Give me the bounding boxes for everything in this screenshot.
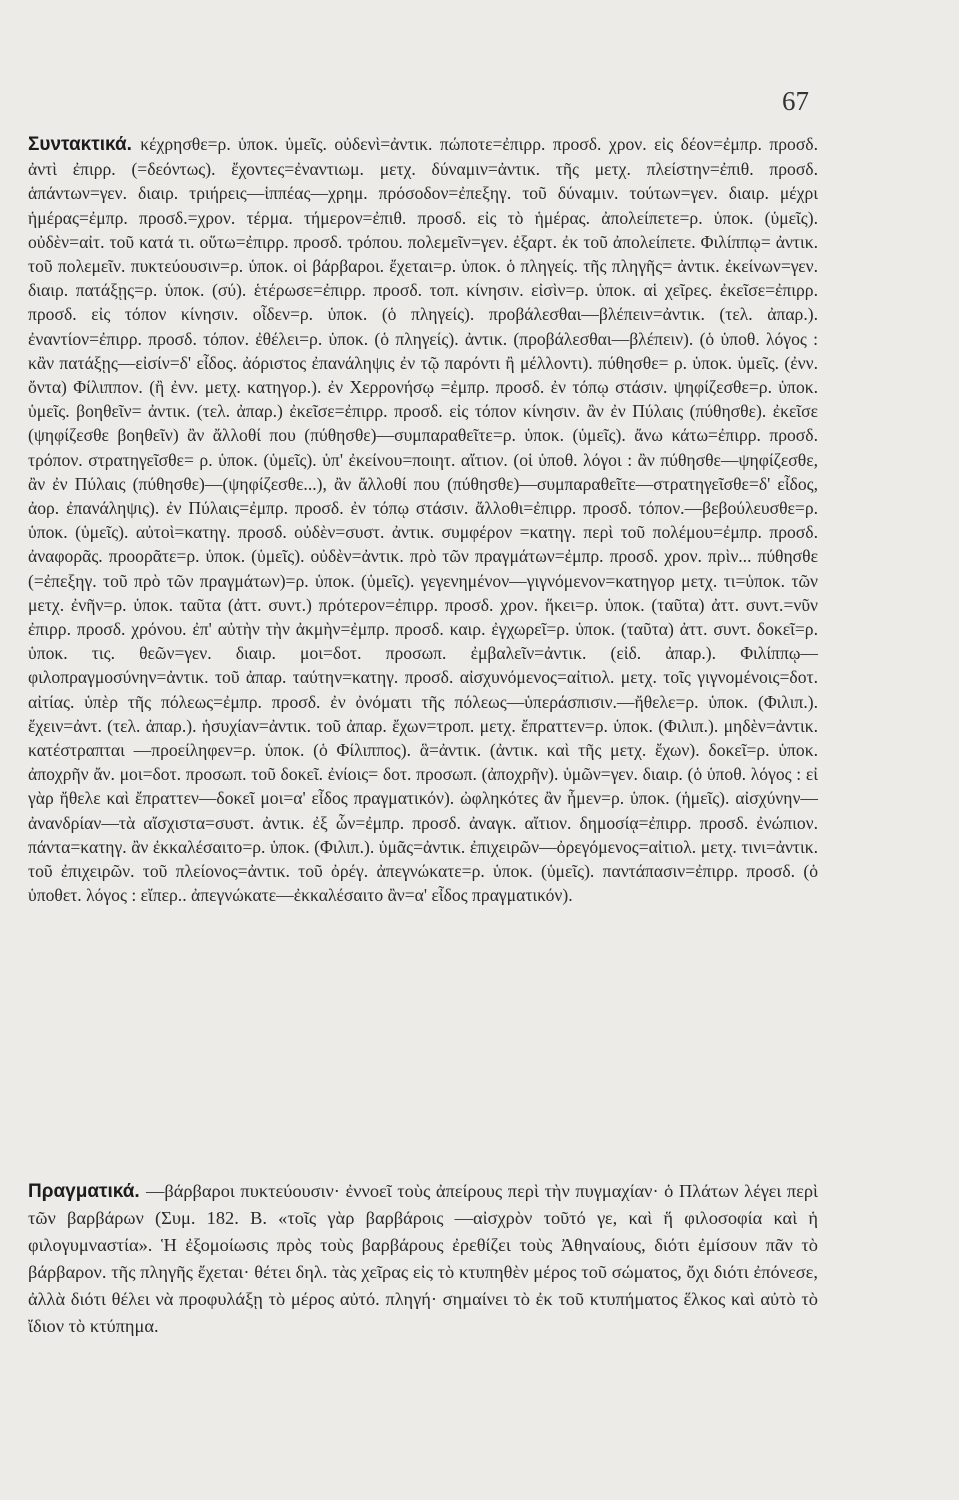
- page-number: 67: [782, 86, 809, 116]
- syntax-text: κέχρησθε=ρ. ὑποκ. ὑμεῖς. οὐδενὶ=ἀντικ. πώποτε=ἐπιρρ. προσδ. χρον. εἰς δέον=ἐμπρ. προσδ. ἀντὶ ἐπιρρ. (=δεόντως). ἔχοντες=ἐναντιωμ. μετχ. δύναμιν=ἀντικ. τῆς μετχ. πλείστην=ἐπιθ. προσδ. ἁπάντων=γεν. διαιρ. τριήρεις—ἱππέας—χρημ. πρόσοδον=ἐπεξηγ. τοῦ δύναμιν. τούτων=γεν. διαιρ. μέχρι ἡμέρας=ἐμπρ. προσδ.=χρον. τέρμα. τήμερον=ἐπιθ. προσδ. εἰς τὸ ἡμέρας. ἀπολείπετε=ρ. ὑποκ. (ὑμεῖς). οὐδὲν=αἰτ. τοῦ κατά τι. οὕτω=ἐπιρρ. προσδ. τρόπου. πολεμεῖν=γεν. ἐξαρτ. ἐκ τοῦ ἀπολείπετε. Φιλίππῳ= ἀντικ. τοῦ πολεμεῖν. πυκτεύουσιν=ρ. ὑποκ. οἱ βάρβαροι. ἔχεται=ρ. ὑποκ. ὁ πληγείς. τῆς πληγῆς= ἀντικ. ἐκείνων=γεν. διαιρ. πατάξῃς=ρ. ὑποκ. (σύ). ἑτέρωσε=ἐπιρρ. προσδ. τοπ. κίνησιν. εἰσὶν=ρ. ὑποκ. αἱ χεῖρες. ἐκεῖσε=ἐπιρρ. προσδ. εἰς τόπον κίνησιν. οἶδεν=ρ. ὑποκ. (ὁ πληγείς). προβάλεσθαι—βλέπειν=ἀντικ. (τελ. ἀπαρ.). ἐναντίον=ἐπιρρ. προσδ. τόπον. ἐθέλει=ρ. ὑποκ. (ὁ πληγείς). ἀντικ. (προβάλεσθαι—βλέπειν). (ὁ ὑποθ. λόγος : κἂν πατάξῃς—εἰσίν=δ' εἶδος. ἀόριστος ἐπανάληψις ἐν τῷ παρόντι ἢ μέλλοντι). πύθησθε= ρ. ὑποκ. ὑμεῖς. (ἐνν. ὄντα) Φίλιππον. (ἢ ἐνν. μετχ. κατηγορ.). ἐν Χερρονήσῳ =ἐμπρ. προσδ. ἐν τόπῳ στάσιν. ψηφίζεσθε=ρ. ὑποκ. ὑμεῖς. βοηθεῖν= ἀντικ. (τελ. ἀπαρ.) ἐκεῖσε=ἐπιρρ. προσδ. εἰς τόπον κίνησιν. ἂν ἐν Πύλαις (πύθησθε). ἐκεῖσε (ψηφίζεσθε βοηθεῖν) ἂν ἄλλοθί που (πύθησθε)—συμπαραθεῖτε=ρ. ὑποκ. (ὑμεῖς). ἄνω κάτω=ἐπιρρ. προσδ. τρόπον. στρατηγεῖσθε= ρ. ὑποκ. (ὑμεῖς). ὑπ' ἐκείνου=ποιητ. αἴτιον. (οἱ ὑποθ. λόγοι : ἂν πύθησθε—ψηφίζεσθε, ἂν ἐν Πύλαις (πύθησθε)—(ψηφίζεσθε...), ἂν ἄλλοθί που (πύθησθε)—συμπαραθεῖτε—στρατηγεῖσθε=δ' εἶδος, ἀορ. ἐπανάληψις). ἐν Πύλαις=ἐμπρ. προσδ. ἐν τόπῳ στάσιν. ἄλλοθι=ἐπιρρ. προσδ. τόπον.—βεβούλευσθε=ρ. ὑποκ. (ὑμεῖς). αὐτοὶ=κατηγ. προσδ. οὐδὲν=συστ. ἀντικ. συμφέρον =κατηγ. περὶ τοῦ πολέμου=ἐμπρ. προσδ. ἀναφορᾶς. προορᾶτε=ρ. ὑποκ. (ὑμεῖς). οὐδὲν=ἀντικ. πρὸ τῶν πραγμάτων=ἐμπρ. προσδ. χρον. πρὶν... πύθησθε (=ἐπεξηγ. τοῦ πρὸ τῶν πραγμάτων)=ρ. ὑποκ. (ὑμεῖς). γεγενημένον—γιγνόμενον=κατηγορ μετχ. τι=ὑποκ. τῶν μετχ. ἐνῆν=ρ. ὑποκ. ταῦτα (ἀττ. συντ.) πρότερον=ἐπιρρ. προσδ. χρον. ἥκει=ρ. ὑποκ. (ταῦτα) ἀττ. συντ.=νῦν ἐπιρρ. προσδ. χρόνου. ἐπ' αὐτὴν τὴν ἀκμὴν=ἐμπρ. προσδ. καιρ. ἐγχωρεῖ=ρ. ὑποκ. (ταῦτα) ἀττ. συντ. δοκεῖ=ρ. ὑποκ. τις. θεῶν=γεν. διαιρ. μοι=δοτ. προσωπ. ἐμβαλεῖν=ἀντικ. (εἰδ. ἀπαρ.). Φιλίππῳ—φιλοπραγμοσύνην=ἀντικ. τοῦ ἀπαρ. ταύτην=κατηγ. προσδ. αἰσχυνόμενος=αἰτιολ. μετχ. τοῖς γιγνομένοις=δοτ. αἰτίας. ὑπὲρ τῆς πόλεως=ἐμπρ. προσδ. ἐν ὀνόματι τῆς πόλεως—ὑπεράσπισιν.—ἤθελε=ρ. ὑποκ. (Φιλιπ.). ἔχειν=ἀντ. (τελ. ἀπαρ.). ἡσυχίαν=ἀντικ. τοῦ ἀπαρ. ἔχων=τροπ. μετχ. ἔπραττεν=ρ. ὑποκ. (Φιλιπ.). μηδὲν=ἀντικ. κατέστραπται —προείληφεν=ρ. ὑποκ. (ὁ Φίλιππος). ἃ=ἀντικ. (ἀντικ. καὶ τῆς μετχ. ἔχων). δοκεῖ=ρ. ὑποκ. ἀποχρῆν ἄν. μοι=δοτ. προσωπ. τοῦ δοκεῖ. ἐνίοις= δοτ. προσωπ. (ἀποχρῆν). ὑμῶν=γεν. διαιρ. (ὁ ὑποθ. λόγος : εἰ γὰρ ἤθελε καὶ ἔπραττεν—δοκεῖ μοι=α' εἶδος πραγματικόν). ὠφληκότες ἂν ἦμεν=ρ. ὑποκ. (ἡμεῖς). αἰσχύνην—ἀνανδρίαν—τὰ αἴσχιστα=συστ. ἀντικ. ἐξ ὧν=ἐμπρ. προσδ. ἀναγκ. αἴτιον. δημοσίᾳ=ἐπιρρ. προσδ. ἐνώπιον. πάντα=κατηγ. ἂν ἐκκαλέσαιτο=ρ. ὑποκ. (Φιλιπ.). ὑμᾶς=ἀντικ. ἐπιχειρῶν—ὀρεγόμενος=αἰτιολ. μετχ. τινι=ἀντικ. τοῦ ἐπιχειρῶν. τοῦ πλείονος=ἀντικ. τοῦ ὀρέγ. ἀπεγνώκατε=ρ. ὑποκ. (ὑμεῖς). παντάπασιν=ἐπιρρ. προσδ. (ὁ ὑποθετ. λόγος : εἴπερ.. ἀπεγνώκατε—ἐκκαλέσαιτο ἂν=α' εἶδος πραγματικόν).: [28, 134, 818, 906]
- pragmatika-section: [28, 1178, 818, 1340]
- syntax-heading: Συντακτικά.: [28, 134, 141, 155]
- pragmatika-text: —βάρβαροι πυκτεύουσιν· ἐννοεῖ τοὺς ἀπείρους περὶ τὴν πυγμαχίαν· ὁ Πλάτων λέγει περὶ τῶν βαρβάρων (Συμ. 182. Β. «τοῖς γὰρ βαρβάροις —αἰσχρὸν τοῦτό γε, καὶ ἥ φιλοσοφία καὶ ἡ φιλογυμναστία». Ἡ ἐξομοίωσις πρὸς τοὺς βαρβάρους ἐρεθίζει τοὺς Ἀθηναίους, διότι ἐμίσουν πᾶν τὸ βάρβαρον. τῆς πληγῆς ἔχεται· θέτει δηλ. τὰς χεῖρας εἰς τὸ κτυπηθὲν μέρος τοῦ σώματος, ὄχι διότι ἐπόνεσε, ἀλλὰ διότι θέλει νὰ προφυλάξῃ τὸ μέρος αὐτό. πληγή· σημαίνει τὸ ἐκ τοῦ κτυπήματος ἕλκος καὶ αὐτὸ τὸ ἴδιον τὸ κτύπημα.: [28, 1181, 819, 1336]
- pragmatika-heading: Πραγματικά.: [28, 1181, 146, 1202]
- syntax-section: [28, 132, 818, 908]
